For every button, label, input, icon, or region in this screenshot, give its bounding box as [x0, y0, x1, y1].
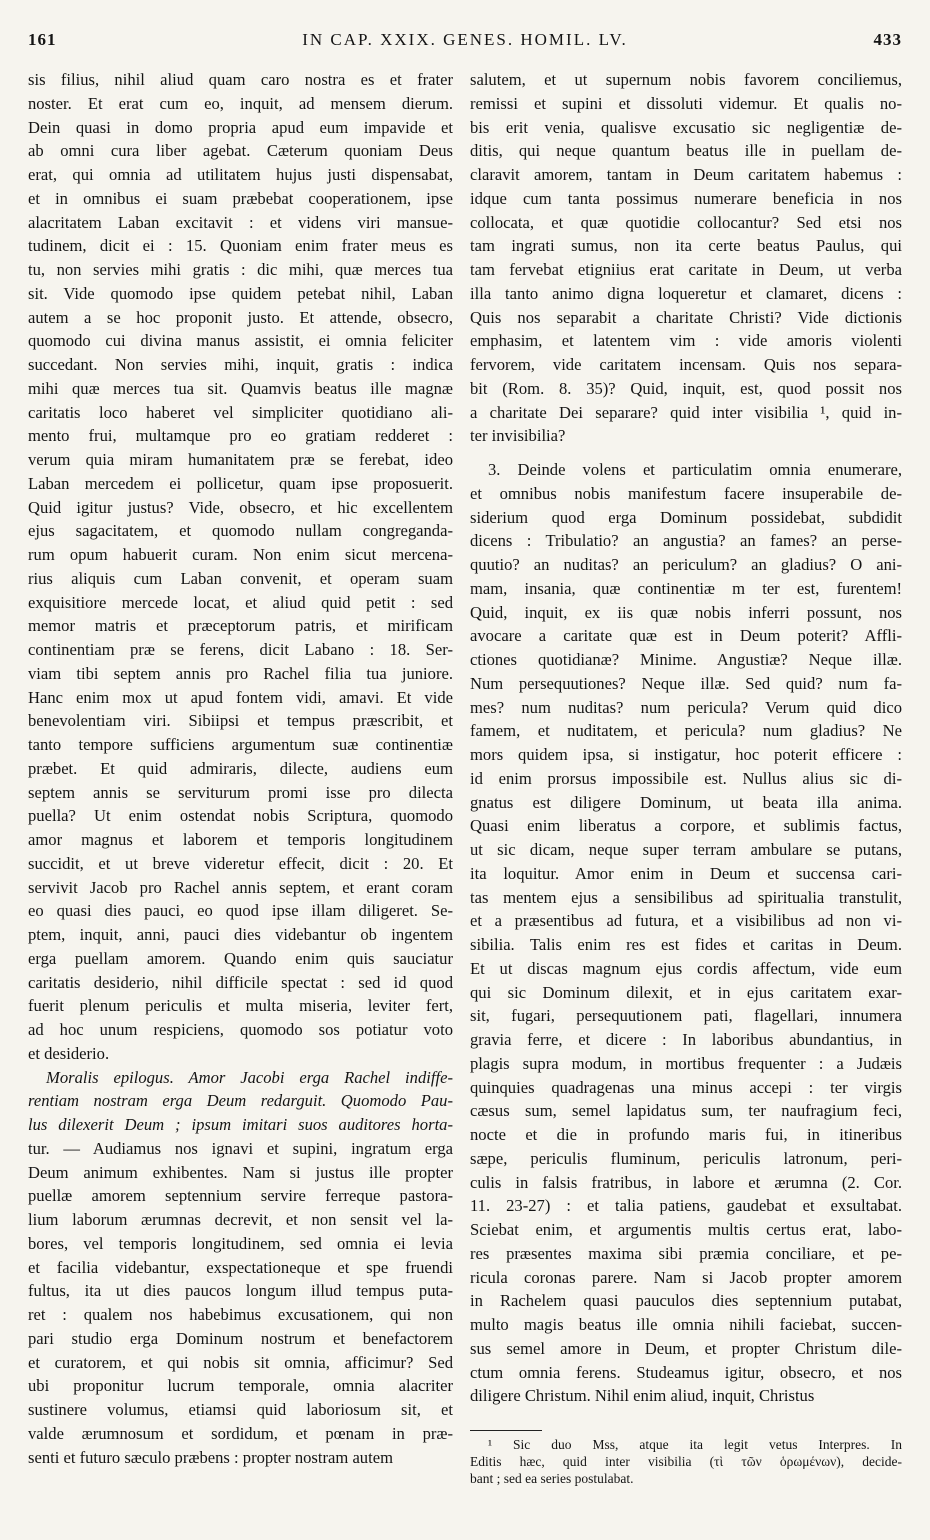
text-line: ubi proponitur lucrum temporale, omnia alacriter — [28, 1376, 453, 1396]
left-column — [28, 68, 453, 1469]
text-line: quutio? an nuditas? an periculum? an gladius? O ani- — [470, 555, 902, 574]
text-line: Quasi enim liberatus a corpore, et sublimis factus, — [470, 816, 902, 836]
text-line: quinquies quadragenas una minus accepi : ter virgis — [470, 1077, 902, 1097]
text-line: qui sic Dominum dilexit, et in ejus caritatem exar- — [470, 982, 902, 1002]
text-line: memor matris et præceptorum patris, et mirificam — [28, 616, 453, 636]
text-line: fervorem, vide caritatem incensam. Quis nos separa- — [470, 355, 902, 374]
paragraph-gap — [470, 448, 902, 458]
text-line: rum opum habuerit curam. Non enim sicut mercena- — [28, 545, 453, 564]
text-line: Et ut discas magnum ejus cordis affectum, vide eum — [470, 958, 902, 978]
text-line: avocare a caritate quæ est in Deum poterit? Affli- — [470, 626, 902, 646]
text-line: mento frui, multamque pro eo gratiam redderet : — [28, 426, 453, 446]
page-number-left: 161 — [28, 30, 57, 49]
text-line: ctum omnia ferens. Studeamus igitur, obsecro, et nos — [470, 1362, 902, 1382]
text-line: 11. 23-27) : et talia patiens, gaudebat et exsultabat. — [470, 1196, 902, 1216]
text-line: ad hoc unum respiciens, quomodo sos potiatur voto — [28, 1020, 453, 1039]
text-line: Quis nos separabit a charitate Christi? Vide dictionis — [470, 307, 902, 327]
text-line: idque cum tanta possimus numerare beneficia in nos — [470, 188, 902, 208]
text-line: Dein quasi in domo propria apud eum impavide et — [28, 117, 453, 137]
text-line: res præsentes maxima sibi præmia conciliare, et pe- — [470, 1243, 902, 1263]
text-line: eo quasi dies pauci, eo quod ipse illam diligeret. Se- — [28, 901, 453, 921]
running-title: IN CAP. XXIX. GENES. HOMIL. LV. — [302, 30, 628, 49]
text-line: mihi quæ merces tua sit. Quamvis beatus ille magnæ — [28, 378, 453, 398]
text-line: sit. Vide quomodo ipse quidem petebat nihil, Laban — [28, 283, 453, 303]
text-line: multo magis beatus ille omnia nihili faciebat, succen- — [470, 1315, 902, 1334]
text-line: ctiones quotidianæ? Minime. Angustiæ? Neque illæ. — [470, 650, 902, 669]
text-line: rius aliquis cum Laban convenit, et operam suam — [28, 568, 453, 588]
text-line: succedant. Non servies mihi, inquit, gratis : indica — [28, 355, 453, 374]
text-line: diligere Christum. Nihil enim aliud, inquit, Christus — [470, 1386, 815, 1406]
text-line: emphasim, et latentem vim : vide amoris violenti — [470, 331, 902, 351]
text-line: ab omni cura liber agebat. Cæterum quoniam Deus — [28, 141, 453, 161]
text-line: caritatis desiderio, nihil difficile spectat : sed id quod — [28, 972, 453, 992]
footnotes — [470, 1436, 902, 1487]
text-line: tur. — Audiamus nos ignavi et supini, ingratum erga — [28, 1138, 453, 1158]
text-line: et facilia videbantur, exspectationeque et spe fruendi — [28, 1257, 453, 1277]
text-line: tu, non servies mihi gratis : dic mihi, quæ merces tua — [28, 260, 453, 279]
text-line: a charitate Dei separare? quid inter visibilia ¹, quid in- — [470, 402, 902, 422]
running-header — [28, 30, 902, 60]
text-line: sæpe, periculis fluminum, periculis latronum, peri- — [470, 1148, 902, 1168]
text-line: sit, fugari, persequutionem pati, flagellari, innumera — [470, 1006, 902, 1026]
text-line: verum quia miram humanitatem præ se ferebat, ideo — [28, 450, 453, 469]
text-line: et in omnibus ei suam præbebat cooperationem, ipse — [28, 188, 453, 208]
text-line: fuerit plenum periculis et multa miseria, leviter fert, — [28, 996, 453, 1016]
text-line: Num persequutiones? Neque illæ. Sed quid? num fa- — [470, 673, 902, 693]
text-line: nocte et die in profundo maris fui, in itineribus — [470, 1125, 902, 1144]
footnote-rule — [470, 1430, 542, 1431]
text-line: dicens : Tribulatio? an angustia? an fames? an perse- — [470, 531, 902, 551]
text-line: bis erit venia, qualisve excusatio sic negligentiæ de- — [470, 117, 902, 137]
text-line: in Rachelem quasi pauculos dies septennium putabat, — [470, 1291, 902, 1311]
text-line: lus dilexerit Deum ; ipsum imitari suos auditores horta- — [28, 1115, 453, 1134]
text-line: remissi et supini et dissoluti videmur. Et qualis no- — [470, 93, 902, 113]
page-number-right: 433 — [873, 30, 902, 49]
text-line: sus semel amore in Deum, et propter Christum dile- — [470, 1338, 902, 1358]
text-line: erat, qui omnia ad utilitatem hujus justi dispensabat, — [28, 165, 453, 184]
text-line: siderium quod erga Dominum possidebat, subdidit — [470, 507, 902, 527]
text-line: Sciebat enim, et argumentis multis certus erat, labo- — [470, 1220, 902, 1239]
text-line: præbet. Et quid admiraris, dilecte, audiens eum — [28, 758, 453, 778]
text-line: quomodo cui divina manus assistit, ei omnia feliciter — [28, 331, 453, 351]
text-line: erga puellam amorem. Quando enim quis sauciatur — [28, 948, 453, 968]
text-line: gravia ferre, et dicere : In laboribus abundantius, in — [470, 1030, 902, 1049]
text-line: lium laborum ærumnas decrevit, et non sensit vel la- — [28, 1210, 453, 1229]
text-line: continentiam præ se ferens, dicit Labano : 18. Ser- — [28, 640, 453, 659]
text-line: rentiam nostram erga Deum redarguit. Quomodo Pau- — [28, 1091, 453, 1111]
text-line: succidit, et ut breve videretur effecit, dicit : 20. Et — [28, 853, 453, 873]
text-line: autem a se hoc proponit justo. Et attende, obsecro, — [28, 307, 453, 327]
text-line: Deum animum exhibentes. Nam si justus ille propter — [28, 1162, 453, 1182]
text-line: tas mentem ejus a sensibilibus ad spiritualia transtulit, — [470, 887, 902, 907]
text-line: Hanc enim mox ut apud fontem vidi, amavi. Et vide — [28, 687, 453, 707]
text-line: bant ; sed ea series postulabat. — [470, 1471, 634, 1486]
text-line: et a præsentibus ad futura, et a visibilibus ad non vi- — [470, 911, 902, 931]
text-line: ejus sagacitatem, et quomodo nullam congreganda- — [28, 521, 453, 541]
text-line: culis in falsis fratribus, in labore et ærumna (2. Cor. — [470, 1172, 902, 1192]
text-line: mam, insania, quæ continentiæ m ter est, furentem! — [470, 578, 902, 598]
text-line: noster. Et erat cum eo, inquit, ad mensem dierum. — [28, 93, 453, 113]
text-line: ter invisibilia? — [470, 426, 566, 446]
text-line: et omnibus nobis manifestum facere insuperabile de- — [470, 483, 902, 503]
text-line: famem, et nuditatem, et pericula? num gladius? Ne — [470, 721, 902, 741]
text-line: Editis hæc, quid inter visibilia (τὶ τῶν ὁρωμένων), decide- — [470, 1454, 902, 1469]
text-line: mes? num nuditas? num pericula? Verum quid dico — [470, 697, 902, 717]
text-line: ditis, qui neque quantum beatus ille in puellam de- — [470, 141, 902, 161]
text-line: bit (Rom. 8. 35)? Quid, inquit, est, quod possit nos — [470, 378, 902, 398]
text-line: ricula coronas parere. Nam si Jacob propter amorem — [470, 1267, 902, 1287]
text-line: mors quidem ipsa, si instigatur, hoc poterit efficere : — [470, 745, 902, 764]
text-line: gnatus est diligere Dominum, ut beata illa anima. — [470, 792, 902, 812]
text-line: id enim prorsus impossibile est. Nullus alius sic di- — [470, 768, 902, 788]
text-line: claravit amorem, tantam in Deum caritatem habemus : — [470, 165, 902, 184]
text-line: exquisitiore mercede locat, et aliud quid petit : sed — [28, 592, 453, 612]
text-line: sustinere volumus, etiamsi quid laboriosum sit, et — [28, 1400, 453, 1419]
text-line: tam ingrati sumus, non ita certe beatus Paulus, qui — [470, 236, 902, 256]
text-line: tudinem, dicit ei : 15. Quoniam enim frater meus es — [28, 236, 453, 256]
text-line: illa tanto animo digna loqueretur et clamaret, dicens : — [470, 283, 902, 303]
right-column — [470, 68, 902, 1408]
text-line: ut sic dicam, neque super terram ambulare se putans, — [470, 840, 902, 859]
text-line: ptem, inquit, anni, pauci dies videbantur ob ingentem — [28, 925, 453, 944]
text-line: bores, vel temporis longitudinem, sed omnia ei levia — [28, 1233, 453, 1253]
text-line: valde ærumnosum et sordidum, et pœnam in præ- — [28, 1423, 453, 1443]
text-line: caritatis loco haberet vel simpliciter quotidiano ali- — [28, 402, 453, 422]
text-line: plagis supra modum, in mortibus frequenter : a Judæis — [470, 1053, 902, 1073]
text-line: fultus, ita ut dies paucos longum illud tempus puta- — [28, 1281, 453, 1301]
text-line: et desiderio. — [28, 1043, 110, 1063]
text-line: ¹ Sic duo Mss, atque ita legit vetus Interpres. In — [488, 1437, 902, 1452]
text-line: et curatorem, et qui nobis sit omnia, afficimur? Sed — [28, 1352, 453, 1372]
text-line: puella? Ut enim ostendat nobis Scriptura, quomodo — [28, 806, 453, 826]
text-line: 3. Deinde volens et particulatim omnia enumerare, — [488, 460, 902, 479]
text-line: benevolentiam viri. Sibiipsi et tempus præscribit, et — [28, 711, 453, 731]
text-line: alacritatem Laban excitavit : et videns viri mansue- — [28, 212, 453, 232]
text-line: amor magnus et laborem et temporis longitudinem — [28, 830, 453, 849]
text-line: septem annis se serviturum promi isse pro dilecta — [28, 782, 453, 802]
text-line: collocata, et quæ quotidie collocantur? Sed etsi nos — [470, 212, 902, 232]
text-line: puellæ amorem septennium servire ferreque pastora- — [28, 1186, 453, 1206]
text-line: Quid igitur justus? Vide, obsecro, et hic excellentem — [28, 497, 453, 517]
text-line: senti et futuro sæculo præbens : propter nostram autem — [28, 1447, 393, 1467]
text-line: salutem, et ut supernum nobis favorem conciliemus, — [470, 70, 902, 89]
text-line: tam fervebat etigniius erat caritate in Deum, ut verba — [470, 260, 902, 279]
text-line: cæsus sum, semel lapidatus sum, ter naufragium feci, — [470, 1101, 902, 1121]
text-line: Quid, inquit, ex iis quæ nobis inferri possunt, nos — [470, 602, 902, 622]
text-line: tanto tempore sufficiens argumentum suæ continentiæ — [28, 735, 453, 754]
text-line: sibilia. Talis enim res est fides et caritas in Deum. — [470, 935, 902, 954]
text-line: Laban mercedem ei pollicetur, quam ipse proposuerit. — [28, 473, 453, 493]
text-line: pari studio erga Dominum nostrum et benefactorem — [28, 1328, 453, 1348]
text-line: servivit Jacob pro Rachel annis septem, et erant coram — [28, 877, 453, 897]
text-line: ita loquitur. Amor enim in Deum et succensa cari- — [470, 863, 902, 883]
text-line: ret : qualem nos habebimus excusationem, qui non — [28, 1305, 453, 1324]
text-line: Moralis epilogus. Amor Jacobi erga Rachel indiffe- — [46, 1067, 453, 1087]
text-line: sis filius, nihil aliud quam caro nostra es et frater — [28, 70, 453, 89]
text-line: viam tibi septem annis pro Rachel filia tua juniore. — [28, 663, 453, 683]
